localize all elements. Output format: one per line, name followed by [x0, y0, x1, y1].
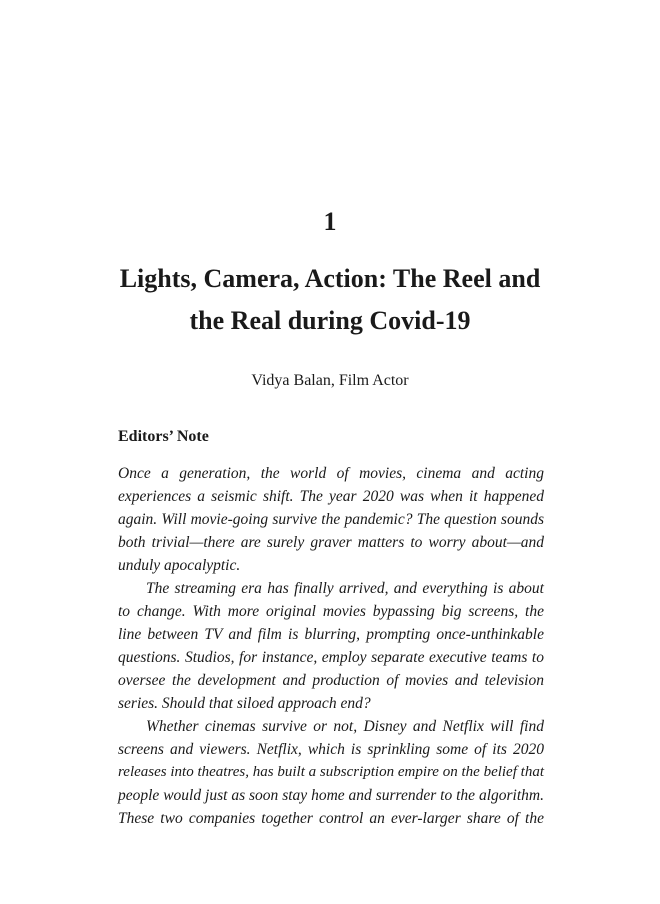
paragraph-line: line between TV and film is blurring, prompting once-unthinkable — [118, 626, 544, 643]
paragraph-line: These two companies together control an ever-larger share of the — [118, 810, 544, 827]
paragraph-line: screens and viewers. Netflix, which is sprinkling some of its 2020 — [118, 741, 544, 758]
paragraph-line: both trivial—there are surely graver matters to worry about—and — [118, 534, 544, 551]
paragraph-line: unduly apocalyptic. — [118, 557, 241, 574]
chapter-title-line: the Real during Covid-19 — [189, 306, 471, 335]
paragraph-line: experiences a seismic shift. The year 2020 was when it happened — [118, 488, 544, 505]
chapter-number: 1 — [323, 207, 337, 236]
paragraph-line: questions. Studios, for instance, employ separate executive teams to — [118, 649, 544, 666]
paragraph-line: people would just as soon stay home and surrender to the algorithm. — [118, 787, 544, 804]
chapter-title-line: Lights, Camera, Action: The Reel and — [119, 264, 541, 293]
paragraph-line: to change. With more original movies bypassing big screens, the — [118, 603, 544, 620]
editors-note-body — [118, 462, 544, 830]
paragraph-line: Once a generation, the world of movies, cinema and acting — [118, 465, 544, 482]
paragraph-line: again. Will movie-going survive the pandemic? The question sounds — [118, 511, 544, 528]
paragraph-line: oversee the development and production of movies and television — [118, 672, 544, 689]
paragraph-line: series. Should that siloed approach end? — [118, 695, 371, 712]
chapter-author: Vidya Balan, Film Actor — [251, 372, 409, 389]
paragraph-line: Whether cinemas survive or not, Disney and Netflix will find — [146, 718, 544, 735]
chapter-title — [100, 258, 560, 342]
editors-note-heading: Editors’ Note — [118, 428, 209, 445]
paragraph-line: The streaming era has finally arrived, and everything is about — [146, 580, 544, 597]
paragraph-line: releases into theatres, has built a subscription empire on the belief that — [118, 764, 544, 780]
